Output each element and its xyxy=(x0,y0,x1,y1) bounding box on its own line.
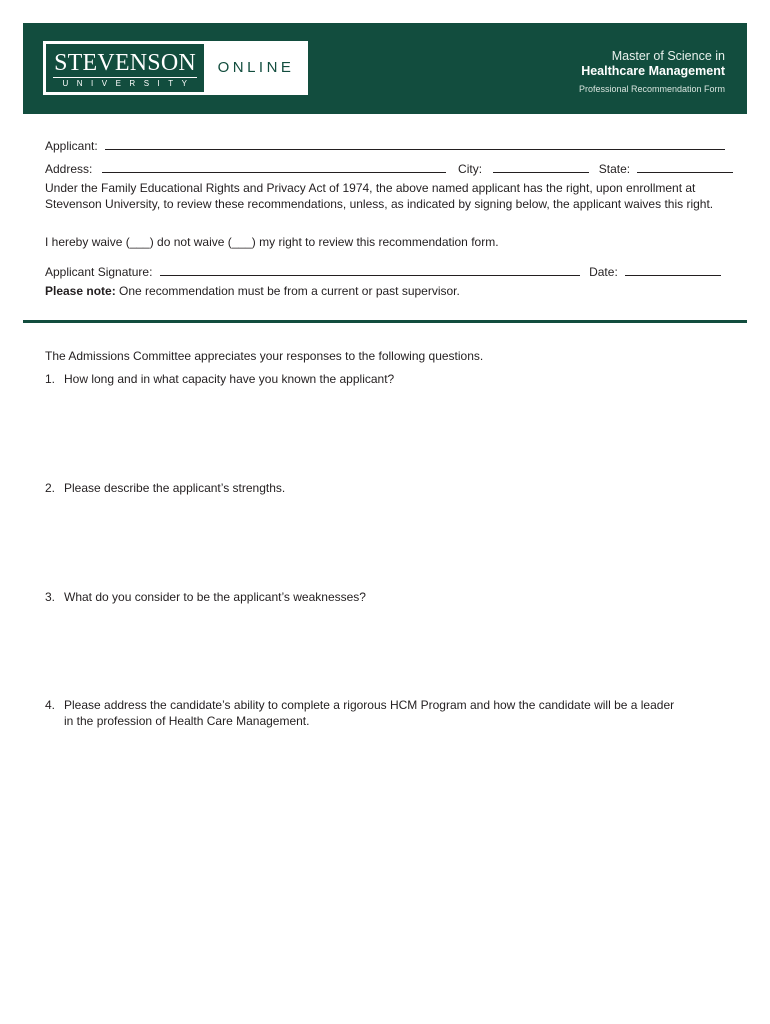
date-label: Date: xyxy=(589,265,618,279)
applicant-label: Applicant: xyxy=(45,139,98,153)
logo-subtitle: UNIVERSITY xyxy=(62,79,196,88)
signature-label: Applicant Signature: xyxy=(45,265,153,279)
question-1 xyxy=(45,371,725,387)
questions-intro: The Admissions Committee appreciates your responses to the following questions. xyxy=(45,349,484,363)
program-title-block xyxy=(579,49,725,96)
question-number: 3. xyxy=(45,590,56,604)
note-label: Please note: xyxy=(45,284,116,298)
address-row xyxy=(45,161,733,176)
header-banner xyxy=(23,23,747,114)
question-text-continued: in the profession of Health Care Management. xyxy=(64,714,310,728)
question-text: Please describe the applicant’s strengths. xyxy=(64,481,286,495)
program-line-2: Healthcare Management xyxy=(581,64,725,78)
question-number: 1. xyxy=(45,372,56,386)
address-field[interactable] xyxy=(102,161,446,173)
waiver-statement: I hereby waive (___) do not waive (___) my right to review this recommendation form. xyxy=(45,235,499,249)
program-line-1: Master of Science in xyxy=(611,49,725,63)
note-text: One recommendation must be from a current or past supervisor. xyxy=(115,284,460,298)
date-field[interactable] xyxy=(625,264,721,276)
question-3 xyxy=(45,589,725,605)
applicant-row xyxy=(45,138,725,153)
signature-field[interactable] xyxy=(160,264,580,276)
question-4 xyxy=(45,697,725,729)
question-number: 4. xyxy=(45,698,56,712)
logo-wordmark xyxy=(46,44,204,92)
state-label: State: xyxy=(598,162,631,176)
signature-row xyxy=(45,264,721,279)
supervisor-note xyxy=(45,284,730,300)
university-logo xyxy=(43,41,308,95)
applicant-field[interactable] xyxy=(105,138,725,150)
ferpa-notice: Under the Family Educational Rights and Privacy Act of 1974, the above named applicant has the right, upon enrollment at Stevenson University, to review these recommendations, unless, as indicated by signing below, the applicant waives this right. xyxy=(45,181,714,211)
question-text: What do you consider to be the applicant’s weaknesses? xyxy=(64,590,366,604)
city-field[interactable] xyxy=(493,161,589,173)
logo-rule xyxy=(53,77,197,78)
form-name: Professional Recommendation Form xyxy=(578,84,725,94)
question-text: Please address the candidate’s ability to complete a rigorous HCM Program and how the candidate will be a leader xyxy=(64,698,675,712)
logo-online: ONLINE xyxy=(217,59,295,76)
state-field[interactable] xyxy=(637,161,733,173)
question-2 xyxy=(45,480,725,496)
city-label: City: xyxy=(458,162,483,176)
question-text: How long and in what capacity have you known the applicant? xyxy=(64,372,395,386)
section-divider xyxy=(23,320,747,323)
address-label: Address: xyxy=(45,162,93,176)
question-number: 2. xyxy=(45,481,56,495)
logo-name: STEVENSON xyxy=(54,50,196,76)
